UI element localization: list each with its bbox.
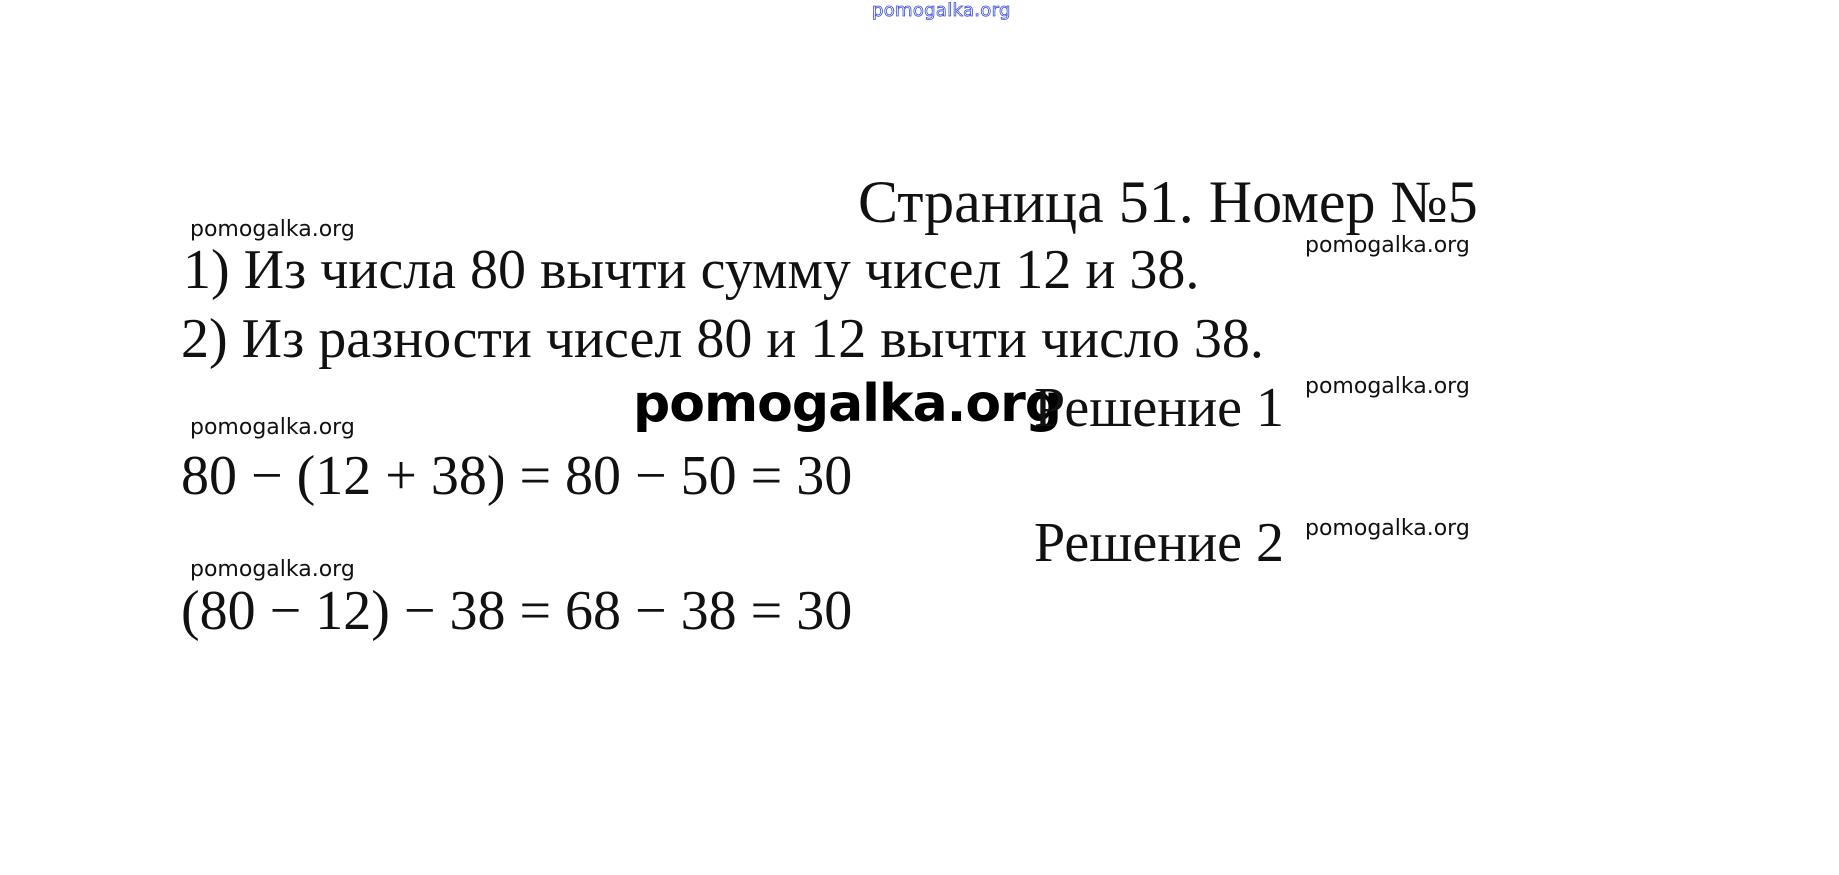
watermark-small: pomogalka.org [1305, 516, 1470, 541]
solution-1-equation: 80 − (12 + 38) = 80 − 50 = 30 [181, 445, 853, 507]
solution-2-equation: (80 − 12) − 38 = 68 − 38 = 30 [181, 580, 853, 642]
solution-1-heading: Решение 1 [1034, 377, 1285, 439]
watermark-large: pomogalka.org [633, 374, 1062, 434]
solution-2-heading: Решение 2 [1034, 512, 1285, 574]
task-line-2: 2) Из разности чисел 80 и 12 вычти число 38. [181, 308, 1264, 370]
page-title: Страница 51. Номер №5 [858, 169, 1478, 235]
watermark-small: pomogalka.org [1305, 233, 1470, 258]
task-line-1: 1) Из числа 80 вычти сумму чисел 12 и 38. [183, 239, 1200, 301]
watermark-small: pomogalka.org [190, 415, 355, 440]
watermark-top: pomogalka.org [872, 0, 1011, 21]
watermark-small: pomogalka.org [190, 217, 355, 242]
watermark-small: pomogalka.org [1305, 374, 1470, 399]
watermark-small: pomogalka.org [190, 557, 355, 582]
